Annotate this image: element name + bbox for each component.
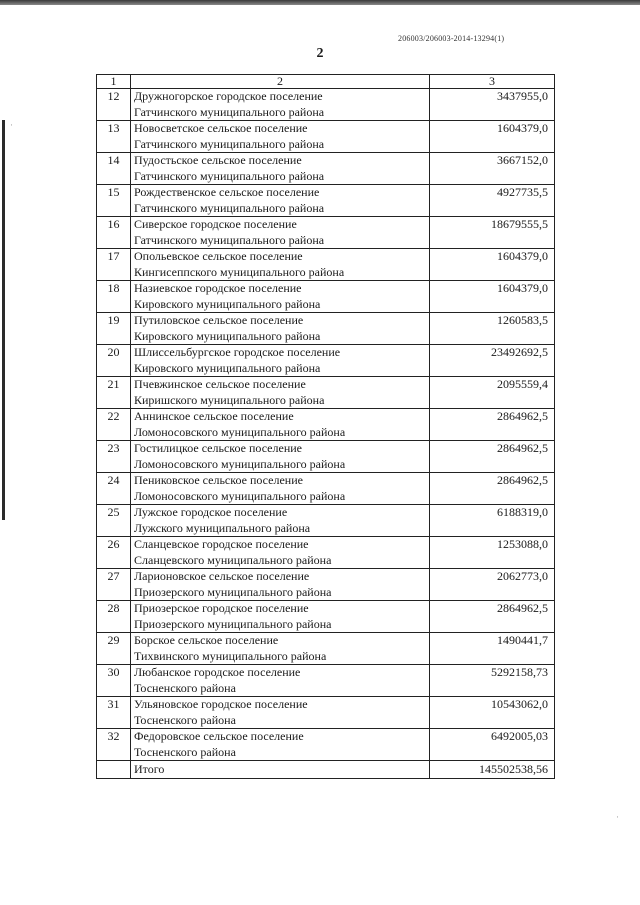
settlement-name: Лужское городское поселение — [134, 505, 288, 519]
settlement-name: Аннинское сельское поселение — [134, 409, 294, 423]
district-name: Приозерского муниципального района — [134, 616, 332, 631]
table-row — [97, 249, 555, 281]
table-row — [97, 633, 555, 665]
row-number: 27 — [97, 569, 131, 601]
amount-cell: 5292158,73 — [430, 665, 555, 697]
settlement-name: Борское сельское поселение — [134, 633, 279, 647]
row-number: 14 — [97, 153, 131, 185]
row-number: 19 — [97, 313, 131, 345]
amount-cell: 2864962,5 — [430, 409, 555, 441]
row-number: 30 — [97, 665, 131, 697]
table-row — [97, 217, 555, 249]
settlement-name: Путиловское сельское поселение — [134, 313, 304, 327]
settlement-name-cell — [131, 441, 430, 473]
settlement-name: Любанское городское поселение — [134, 665, 301, 679]
amount-cell: 1604379,0 — [430, 281, 555, 313]
district-name: Ломоносовского муниципального района — [134, 488, 346, 503]
row-number: 13 — [97, 121, 131, 153]
settlement-name-cell — [131, 409, 430, 441]
settlement-name-cell — [131, 377, 430, 409]
settlement-name-cell — [131, 313, 430, 345]
table-header-row — [97, 75, 555, 89]
settlement-name: Опольевское сельское поселение — [134, 249, 303, 263]
table-row — [97, 313, 555, 345]
amount-cell: 6188319,0 — [430, 505, 555, 537]
row-number: 25 — [97, 505, 131, 537]
table-row — [97, 281, 555, 313]
total-label: Итого — [131, 761, 430, 779]
settlement-name-cell — [131, 249, 430, 281]
district-name: Гатчинского муниципального района — [134, 104, 325, 119]
row-number: 29 — [97, 633, 131, 665]
document-id: 206003/206003-2014-13294(1) — [398, 34, 505, 43]
district-name: Кировского муниципального района — [134, 328, 321, 343]
settlement-name-cell — [131, 633, 430, 665]
top-border-rule — [0, 0, 640, 5]
amount-cell: 3667152,0 — [430, 153, 555, 185]
settlement-name-cell — [131, 729, 430, 761]
table-row — [97, 409, 555, 441]
table-row — [97, 697, 555, 729]
settlement-name: Сиверское городское поселение — [134, 217, 297, 231]
settlement-name-cell — [131, 217, 430, 249]
settlement-name-cell — [131, 505, 430, 537]
district-name: Киришского муниципального района — [134, 392, 325, 407]
scan-speck: · — [10, 120, 13, 130]
row-number: 15 — [97, 185, 131, 217]
amount-cell: 1490441,7 — [430, 633, 555, 665]
table-row — [97, 505, 555, 537]
amount-cell: 23492692,5 — [430, 345, 555, 377]
settlement-name-cell — [131, 89, 430, 121]
settlement-name: Рождественское сельское поселение — [134, 185, 320, 199]
settlement-name: Федоровское сельское поселение — [134, 729, 304, 743]
table-row — [97, 665, 555, 697]
settlement-name: Пудостьское сельское поселение — [134, 153, 302, 167]
district-name: Гатчинского муниципального района — [134, 232, 325, 247]
header-cell: 3 — [430, 75, 555, 89]
settlement-name: Гостилицкое сельское поселение — [134, 441, 302, 455]
district-name: Гатчинского муниципального района — [134, 136, 325, 151]
settlement-name-cell — [131, 697, 430, 729]
amount-cell: 4927735,5 — [430, 185, 555, 217]
settlement-name: Шлиссельбургское городское поселение — [134, 345, 341, 359]
district-name: Кингисеппского муниципального района — [134, 264, 345, 279]
table-row — [97, 377, 555, 409]
row-number: 18 — [97, 281, 131, 313]
district-name: Приозерского муниципального района — [134, 584, 332, 599]
amount-cell: 2864962,5 — [430, 473, 555, 505]
row-number: 32 — [97, 729, 131, 761]
district-name: Ломоносовского муниципального района — [134, 456, 346, 471]
settlement-name: Новосветское сельское поселение — [134, 121, 308, 135]
table-row — [97, 569, 555, 601]
total-amount: 145502538,56 — [430, 761, 555, 779]
row-number: 21 — [97, 377, 131, 409]
district-name: Тосненского района — [134, 712, 236, 727]
settlement-name-cell — [131, 153, 430, 185]
scan-edge-mark — [2, 120, 5, 520]
settlement-name: Сланцевское городское поселение — [134, 537, 309, 551]
district-name: Сланцевского муниципального района — [134, 552, 332, 567]
district-name: Гатчинского муниципального района — [134, 200, 325, 215]
settlement-name: Назиевское городское поселение — [134, 281, 302, 295]
table-row — [97, 345, 555, 377]
amount-cell: 6492005,03 — [430, 729, 555, 761]
settlement-name-cell — [131, 345, 430, 377]
table-row — [97, 441, 555, 473]
amount-cell: 2864962,5 — [430, 601, 555, 633]
district-name: Тосненского района — [134, 744, 236, 759]
amount-cell: 1604379,0 — [430, 249, 555, 281]
settlement-name-cell — [131, 185, 430, 217]
amount-cell: 2864962,5 — [430, 441, 555, 473]
settlement-name-cell — [131, 281, 430, 313]
amount-cell: 10543062,0 — [430, 697, 555, 729]
settlement-name: Дружногорское городское поселение — [134, 89, 323, 103]
table-row — [97, 601, 555, 633]
amount-cell: 18679555,5 — [430, 217, 555, 249]
allocation-table — [96, 74, 555, 779]
settlement-name-cell — [131, 601, 430, 633]
settlement-name-cell — [131, 473, 430, 505]
row-number: 12 — [97, 89, 131, 121]
table-row — [97, 185, 555, 217]
row-number: 28 — [97, 601, 131, 633]
district-name: Тихвинского муниципального района — [134, 648, 327, 663]
settlement-name-cell — [131, 569, 430, 601]
amount-cell: 1604379,0 — [430, 121, 555, 153]
table-row — [97, 121, 555, 153]
total-row — [97, 761, 555, 779]
district-name: Лужского муниципального района — [134, 520, 311, 535]
settlement-name-cell — [131, 665, 430, 697]
amount-cell: 1260583,5 — [430, 313, 555, 345]
amount-cell: 2062773,0 — [430, 569, 555, 601]
row-number: 17 — [97, 249, 131, 281]
row-number: 31 — [97, 697, 131, 729]
scan-speck: · — [616, 812, 619, 822]
row-number: 26 — [97, 537, 131, 569]
table-row — [97, 153, 555, 185]
header-cell: 2 — [131, 75, 430, 89]
row-number: 20 — [97, 345, 131, 377]
settlement-name: Пениковское сельское поселение — [134, 473, 303, 487]
district-name: Гатчинского муниципального района — [134, 168, 325, 183]
row-number: 22 — [97, 409, 131, 441]
amount-cell: 3437955,0 — [430, 89, 555, 121]
district-name: Ломоносовского муниципального района — [134, 424, 346, 439]
district-name: Кировского муниципального района — [134, 296, 321, 311]
row-number: 23 — [97, 441, 131, 473]
amount-cell: 2095559,4 — [430, 377, 555, 409]
table-row — [97, 473, 555, 505]
settlement-name: Приозерское городское поселение — [134, 601, 309, 615]
settlement-name-cell — [131, 121, 430, 153]
page-number: 2 — [316, 46, 324, 61]
settlement-name-cell — [131, 537, 430, 569]
amount-cell: 1253088,0 — [430, 537, 555, 569]
header-cell: 1 — [97, 75, 131, 89]
district-name: Кировского муниципального района — [134, 360, 321, 375]
district-name: Тосненского района — [134, 680, 236, 695]
settlement-name: Ульяновское городское поселение — [134, 697, 308, 711]
settlement-name: Пчевжинское сельское поселение — [134, 377, 306, 391]
table-row — [97, 537, 555, 569]
row-number: 24 — [97, 473, 131, 505]
row-number: 16 — [97, 217, 131, 249]
settlement-name: Ларионовское сельское поселение — [134, 569, 310, 583]
table-row — [97, 89, 555, 121]
empty-cell — [97, 761, 131, 779]
table-row — [97, 729, 555, 761]
